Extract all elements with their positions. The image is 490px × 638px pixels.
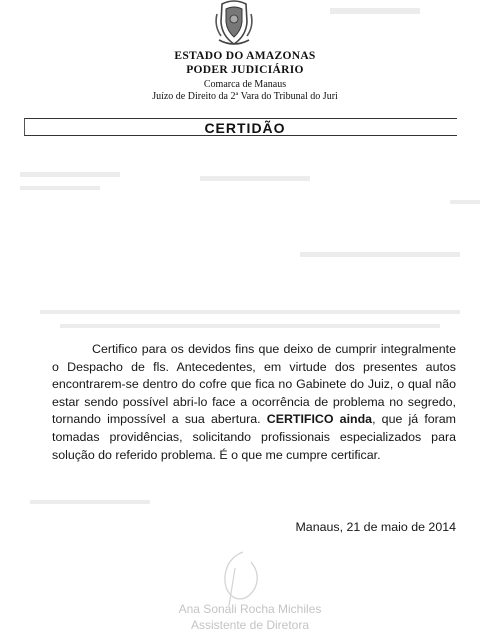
body-text-part-1: Certifico para os devidos fins que deixo de cumprir integralmente o Despacho de fls. Antecedentes, em virtude dos presentes autos encontrarem-se dentro do cofre que fica no Gabinete do Juiz, o qual não estar sendo possível abri-lo face a ocorrência de problema no segredo, tornando impossível a sua abertura. (52, 342, 456, 427)
court-heading: Juízo de Direito da 2ª Vara do Tribunal do Juri (152, 91, 338, 102)
bleed-through-mark (330, 8, 420, 14)
signer-name: Ana Sonali Rocha Michiles (178, 602, 322, 616)
body-text-emphasis: CERTIFICO ainda (266, 412, 373, 427)
signer-role: Assistente de Diretora (190, 618, 310, 632)
place-and-date: Manaus, 21 de maio de 2014 (295, 520, 456, 534)
district-heading: Comarca de Manaus (203, 79, 287, 90)
bleed-through-mark (450, 200, 480, 204)
certificate-body (52, 341, 456, 464)
judiciary-heading: PODER JUDICIÁRIO (186, 64, 304, 76)
handwritten-signature (205, 548, 275, 610)
coat-of-arms-emblem (213, 0, 255, 48)
bleed-through-mark (30, 500, 150, 504)
body-text-part-2: , que já foram tomadas providências, solicitando profissionais especializados para solução do referido problema. É o que me cumpre certificar. (52, 412, 456, 462)
bleed-through-mark (20, 186, 100, 190)
bleed-through-mark (200, 176, 310, 181)
document-title: CERTIDÃO (204, 120, 286, 136)
bleed-through-mark (20, 172, 120, 177)
bleed-through-mark (300, 252, 460, 257)
bleed-through-mark (60, 324, 440, 328)
bleed-through-mark (40, 310, 460, 314)
state-heading: ESTADO DO AMAZONAS (174, 50, 316, 62)
